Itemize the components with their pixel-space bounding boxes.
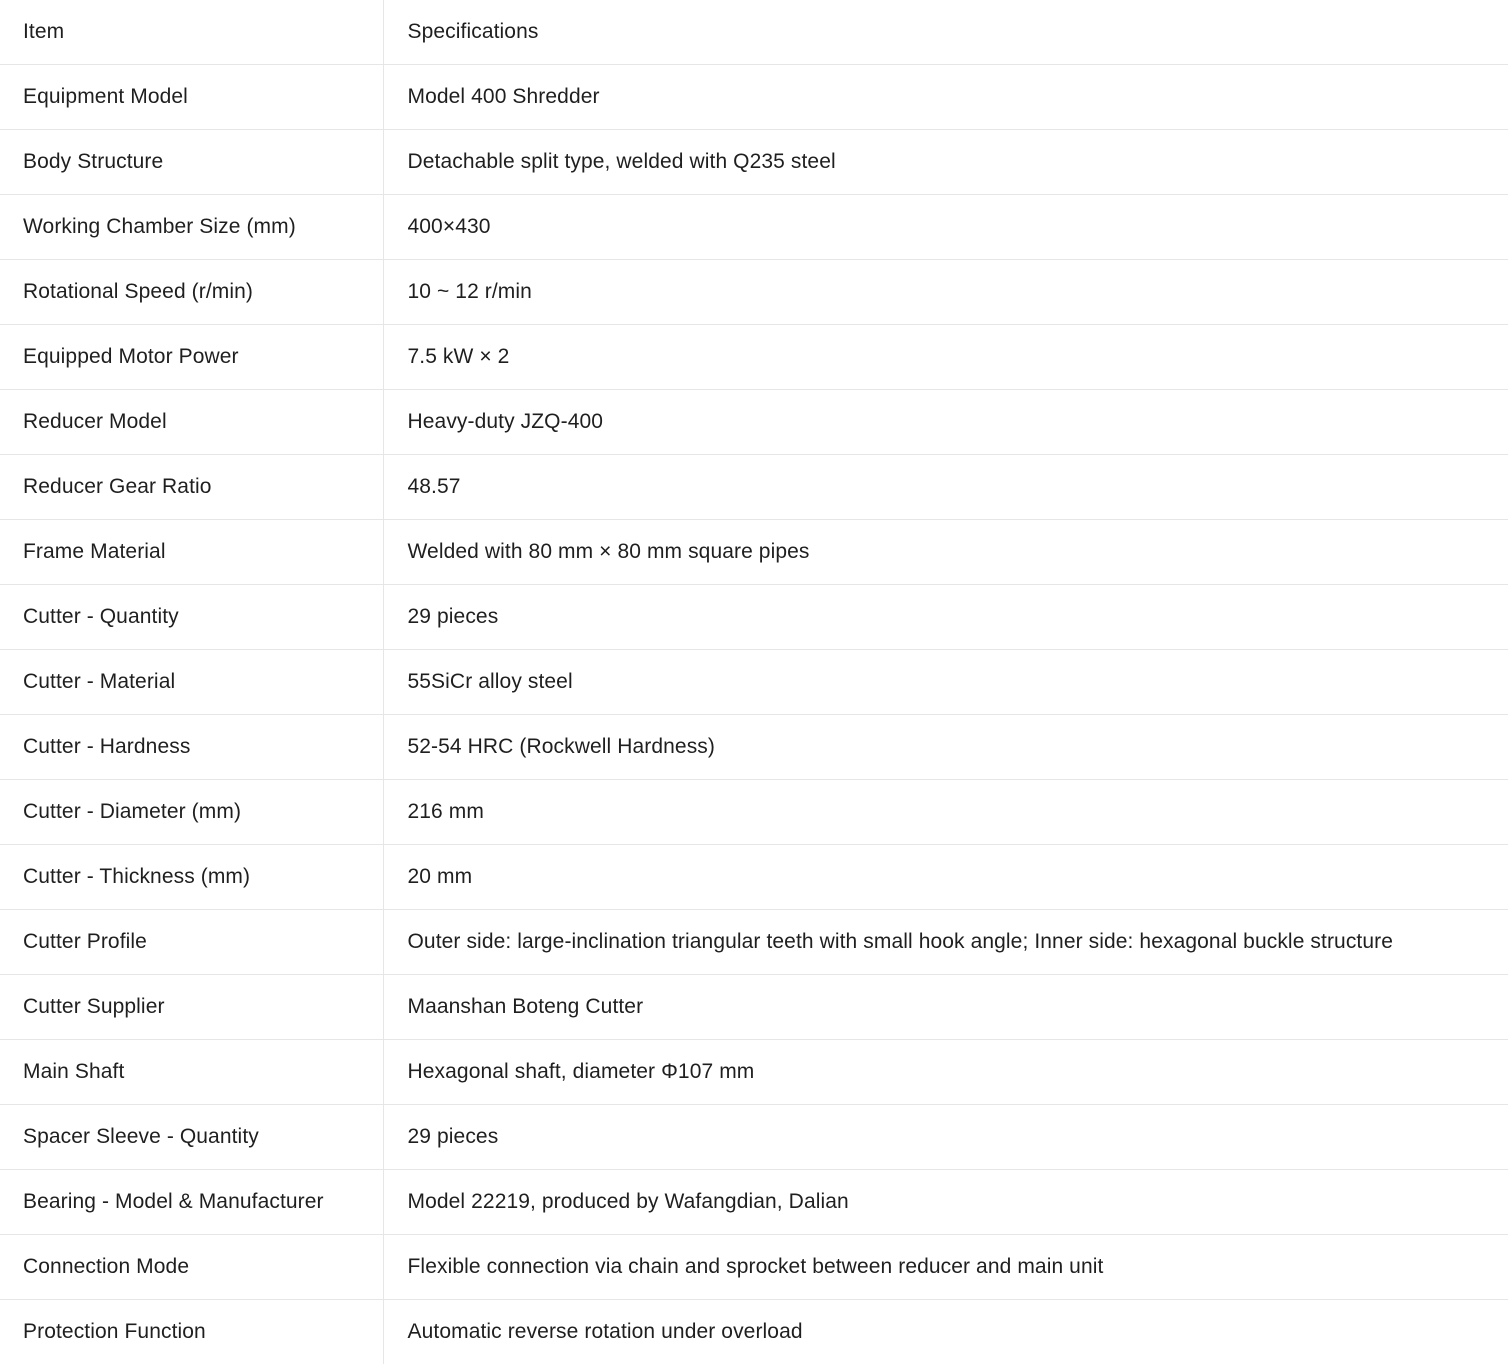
table-row	[0, 520, 1508, 585]
row-specification: Hexagonal shaft, diameter Φ107 mm	[383, 1040, 1508, 1105]
row-specification: 7.5 kW × 2	[383, 325, 1508, 390]
row-specification: Maanshan Boteng Cutter	[383, 975, 1508, 1040]
row-item: Main Shaft	[0, 1040, 383, 1105]
table-row	[0, 1170, 1508, 1235]
table-row	[0, 910, 1508, 975]
header-specifications: Specifications	[383, 0, 1508, 65]
row-specification: Model 22219, produced by Wafangdian, Dalian	[383, 1170, 1508, 1235]
table-row	[0, 845, 1508, 910]
row-item: Cutter Supplier	[0, 975, 383, 1040]
row-item: Cutter - Quantity	[0, 585, 383, 650]
row-item: Cutter - Thickness (mm)	[0, 845, 383, 910]
row-item: Connection Mode	[0, 1235, 383, 1300]
row-specification: 29 pieces	[383, 1105, 1508, 1170]
table-row	[0, 715, 1508, 780]
row-specification: Flexible connection via chain and sprocket between reducer and main unit	[383, 1235, 1508, 1300]
row-specification: Welded with 80 mm × 80 mm square pipes	[383, 520, 1508, 585]
row-specification: 400×430	[383, 195, 1508, 260]
row-specification: 48.57	[383, 455, 1508, 520]
row-specification: Outer side: large-inclination triangular teeth with small hook angle; Inner side: hexagonal buckle structure	[383, 910, 1508, 975]
row-specification: 29 pieces	[383, 585, 1508, 650]
row-item: Bearing - Model & Manufacturer	[0, 1170, 383, 1235]
row-specification: Automatic reverse rotation under overload	[383, 1300, 1508, 1364]
table-header-row	[0, 0, 1508, 65]
row-specification: 55SiCr alloy steel	[383, 650, 1508, 715]
row-item: Body Structure	[0, 130, 383, 195]
row-specification: 10 ~ 12 r/min	[383, 260, 1508, 325]
row-item: Cutter Profile	[0, 910, 383, 975]
table-row	[0, 325, 1508, 390]
table-row	[0, 1040, 1508, 1105]
table-row	[0, 260, 1508, 325]
row-specification: 52-54 HRC (Rockwell Hardness)	[383, 715, 1508, 780]
row-item: Rotational Speed (r/min)	[0, 260, 383, 325]
row-item: Reducer Gear Ratio	[0, 455, 383, 520]
row-item: Reducer Model	[0, 390, 383, 455]
table-row	[0, 975, 1508, 1040]
table-row	[0, 1300, 1508, 1364]
row-specification: 20 mm	[383, 845, 1508, 910]
table-row	[0, 390, 1508, 455]
row-item: Working Chamber Size (mm)	[0, 195, 383, 260]
row-specification: Model 400 Shredder	[383, 65, 1508, 130]
table-row	[0, 585, 1508, 650]
row-item: Equipped Motor Power	[0, 325, 383, 390]
table-row	[0, 65, 1508, 130]
table-row	[0, 780, 1508, 845]
row-item: Frame Material	[0, 520, 383, 585]
header-item: Item	[0, 0, 383, 65]
row-item: Spacer Sleeve - Quantity	[0, 1105, 383, 1170]
table-row	[0, 1105, 1508, 1170]
table-row	[0, 130, 1508, 195]
table-row	[0, 455, 1508, 520]
row-item: Cutter - Diameter (mm)	[0, 780, 383, 845]
row-specification: 216 mm	[383, 780, 1508, 845]
row-specification: Heavy-duty JZQ-400	[383, 390, 1508, 455]
row-specification: Detachable split type, welded with Q235 steel	[383, 130, 1508, 195]
table-row	[0, 1235, 1508, 1300]
table-row	[0, 650, 1508, 715]
table-row	[0, 195, 1508, 260]
row-item: Cutter - Hardness	[0, 715, 383, 780]
row-item: Cutter - Material	[0, 650, 383, 715]
row-item: Equipment Model	[0, 65, 383, 130]
row-item: Protection Function	[0, 1300, 383, 1364]
